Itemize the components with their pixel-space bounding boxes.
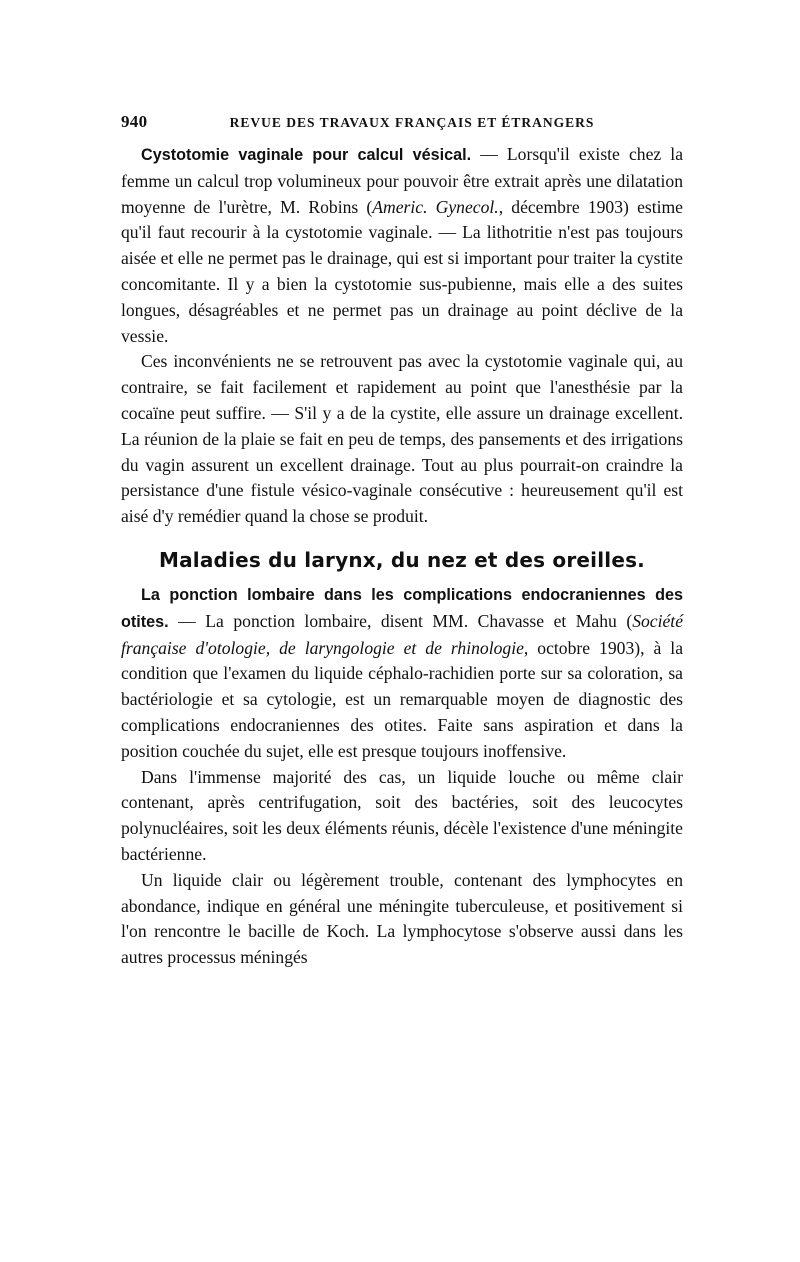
article-ponction-intro: — La ponction lombaire, disent MM. Chavasse et Mahu ( (168, 610, 633, 631)
article-title-cystotomie: Cystotomie vaginale pour calcul vésical. (141, 146, 472, 164)
article-cystotomie-intro: — Lorsqu'il existe chez la femme un calcul trop volumineux pour pouvoir être extrait après une dilatation moyenne de l'urètre, M. Robins ( (121, 144, 684, 217)
article-ponction-paragraph-3: Un liquide clair ou légèrement trouble, contenant des lymphocytes en abondance, indique en général une méningite tuberculeuse, et positivement si l'on rencontre le bacille de Koch. La lymphocytose s'observe aussi dans les autres processus méningés (121, 869, 683, 968)
article-cystotomie-body: , décembre 1903) estime qu'il faut recourir à la cystotomie vaginale. — La lithotritie n'est pas toujours aisée et elle ne permet pas le drainage, qui est si important pour traiter la cystite concomitante. Il y a bien la cystotomie sus-pubienne, mais elle a des suites longues, désagréables et ne permet pas un drainage au point déclive de la vessie. (121, 196, 683, 346)
section-heading-larynx: Maladies du larynx, du nez et des oreilles. (159, 547, 645, 572)
running-header (121, 112, 683, 142)
article-title-ponction-lombaire: La ponction lombaire dans les complications endocraniennes des otites. (121, 585, 683, 631)
running-title: REVUE DES TRAVAUX FRANÇAIS ET ÉTRANGERS (229, 115, 595, 130)
article-ponction-paragraph-1 (121, 582, 683, 765)
article-ponction-body: , octobre 1903), à la condition que l'examen du liquide céphalo-rachidien porte sur sa coloration, sa bactériologie et sa cytologie, est un remarquable moyen de diagnostic des complications endocraniennes des otites. Faite sans aspiration et dans la position couchée du sujet, elle est presque toujours inoffensive. (121, 637, 684, 761)
book-page (121, 112, 683, 1232)
page-number: 940 (121, 112, 148, 131)
journal-reference-societe-otologie: Société française d'otologie, de laryngologie et de rhinologie (121, 610, 683, 658)
article-cystotomie-paragraph-1 (121, 142, 683, 349)
article-cystotomie-paragraph-2: Ces inconvénients ne se retrouvent pas avec la cystotomie vaginale qui, au contraire, se fait facilement et rapidement au point que l'anesthésie par la cocaïne peut suffire. — S'il y a de la cystite, elle assure un drainage excellent. La réunion de la plaie se fait en peu de temps, des pansements et des irrigations du vagin assurent un excellent drainage. Tout au plus pourrait-on craindre la persistance d'une fistule vésico-vaginale consécutive : heureusement qu'il est aisé d'y remédier quand la chose se produit. (121, 351, 683, 527)
article-ponction-paragraph-2: Dans l'immense majorité des cas, un liquide louche ou même clair contenant, après centrifugation, soit des bactéries, soit des leucocytes polynucléaires, soit les deux éléments réunis, décèle l'existence d'une méningite bactérienne. (121, 766, 683, 864)
journal-reference-americ-gynecol: Americ. Gynecol. (372, 196, 499, 217)
